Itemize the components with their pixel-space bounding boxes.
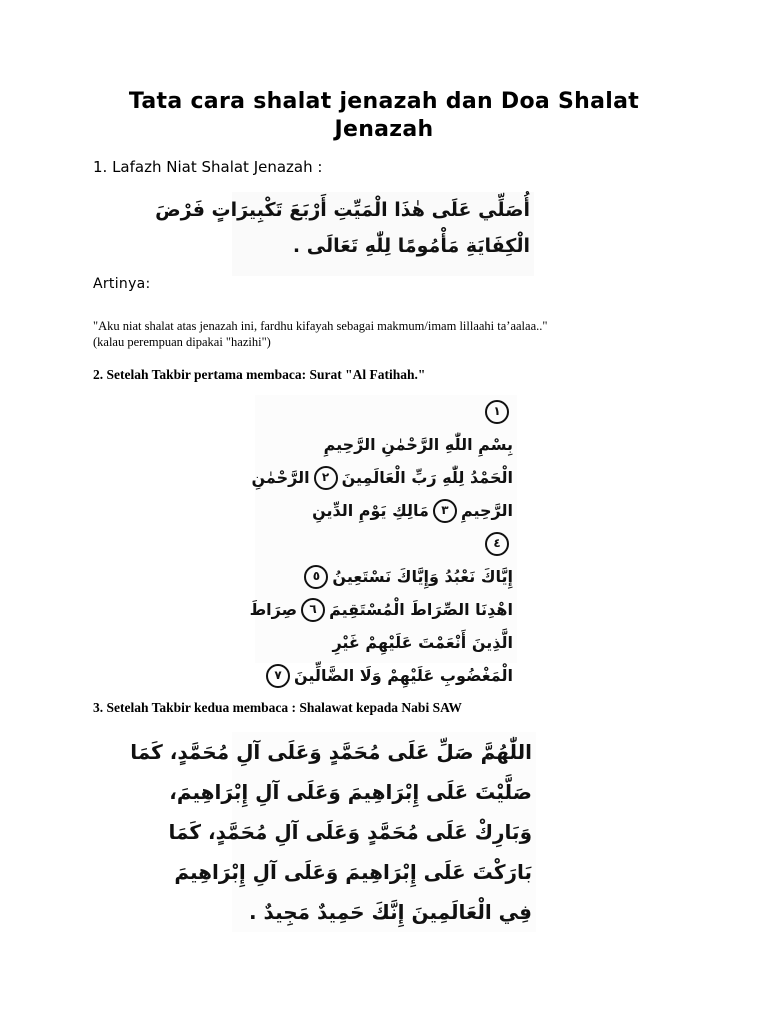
niat-line-2: الْكِفَايَةِ مَأْمُومًا لِلّٰهِ تَعَالَى . [292,235,530,257]
verse-text: اهْدِنَا الصِّرَاطَ الْمُسْتَقِيمَ [329,600,513,619]
fatihah-line-4 [255,494,517,527]
fatihah-line-5 [255,527,517,560]
verse-number-badge: ٦ [301,598,325,622]
shalawat-line-4: بَارَكْتَ عَلَى إِبْرَاهِيمَ وَعَلَى آلِ إِبْرَاهِيمَ [174,860,532,884]
verse-number-badge: ١ [485,400,509,424]
verse-number-badge: ٥ [304,565,328,589]
section-2-heading: 2. Setelah Takbir pertama membaca: Surat "Al Fatihah." [93,367,426,382]
verse-text: الرَّحْمٰنِ [251,468,310,487]
fatihah-line-3 [251,461,517,494]
verse-number-badge: ٣ [433,499,457,523]
section-3-heading: 3. Setelah Takbir kedua membaca : Shalawat kepada Nabi SAW [93,700,462,715]
fatihah-line-9 [255,659,517,692]
shalawat-line-1: اللّٰهُمَّ صَلِّ عَلَى مُحَمَّدٍ وَعَلَى آلِ مُحَمَّدٍ، كَمَا [130,740,532,764]
verse-text: الْحَمْدُ لِلّٰهِ رَبِّ الْعَالَمِينَ [341,468,513,487]
niat-arabic-image [155,192,534,276]
fatihah-line-1 [255,395,517,428]
verse-number-badge: ٤ [485,532,509,556]
fatihah-line-6 [255,560,517,593]
fatihah-line-7 [249,593,517,626]
verse-text: مَالِكِ يَوْمِ الدِّينِ [312,501,429,520]
verse-text: الَّذِينَ أَنْعَمْتَ عَلَيْهِمْ غَيْرِ [332,633,513,652]
verse-number-badge: ٧ [266,664,290,688]
artinya-label: Artinya: [93,276,151,292]
verse-text: الرَّحِيمِ [460,501,513,520]
verse-text: بِسْمِ اللّٰهِ الرَّحْمٰنِ الرَّحِيمِ [323,435,513,454]
shalawat-line-5: فِي الْعَالَمِينَ إِنَّكَ حَمِيدٌ مَجِيدٌ . [248,900,532,924]
verse-text: صِرَاطَ [249,600,298,619]
section-1-heading: 1. Lafazh Niat Shalat Jenazah : [93,158,323,176]
niat-line-1: أُصَلِّي عَلَى هٰذَا الْمَيِّتِ أَرْبَعَ تَكْبِيرَاتٍ فَرْضَ [155,199,530,221]
shalawat-line-3: وَبَارِكْ عَلَى مُحَمَّدٍ وَعَلَى آلِ مُحَمَّدٍ، كَمَا [168,820,532,844]
fatihah-line-2 [255,428,517,461]
verse-text: إِيَّاكَ نَعْبُدُ وَإِيَّاكَ نَسْتَعِينُ [332,567,513,586]
shalawat-line-2: صَلَّيْتَ عَلَى إِبْرَاهِيمَ وَعَلَى آلِ إِبْرَاهِيمَ، [169,780,532,804]
niat-meaning-line-2: (kalau perempuan dipakai "hazihi") [93,335,271,349]
shalawat-arabic-image [130,732,536,932]
page-title: Tata cara shalat jenazah dan Doa Shalat Jenazah [128,89,640,142]
fatihah-line-8 [255,626,517,659]
verse-number-badge: ٢ [314,466,338,490]
niat-meaning [93,318,693,350]
fatihah-arabic-image [249,395,517,685]
niat-meaning-line-1: "Aku niat shalat atas jenazah ini, fardhu kifayah sebagai makmum/imam lillaahi ta’aalaa.." [93,319,548,333]
verse-text: الْمَغْضُوبِ عَلَيْهِمْ وَلَا الضَّالِّينَ [294,666,513,685]
